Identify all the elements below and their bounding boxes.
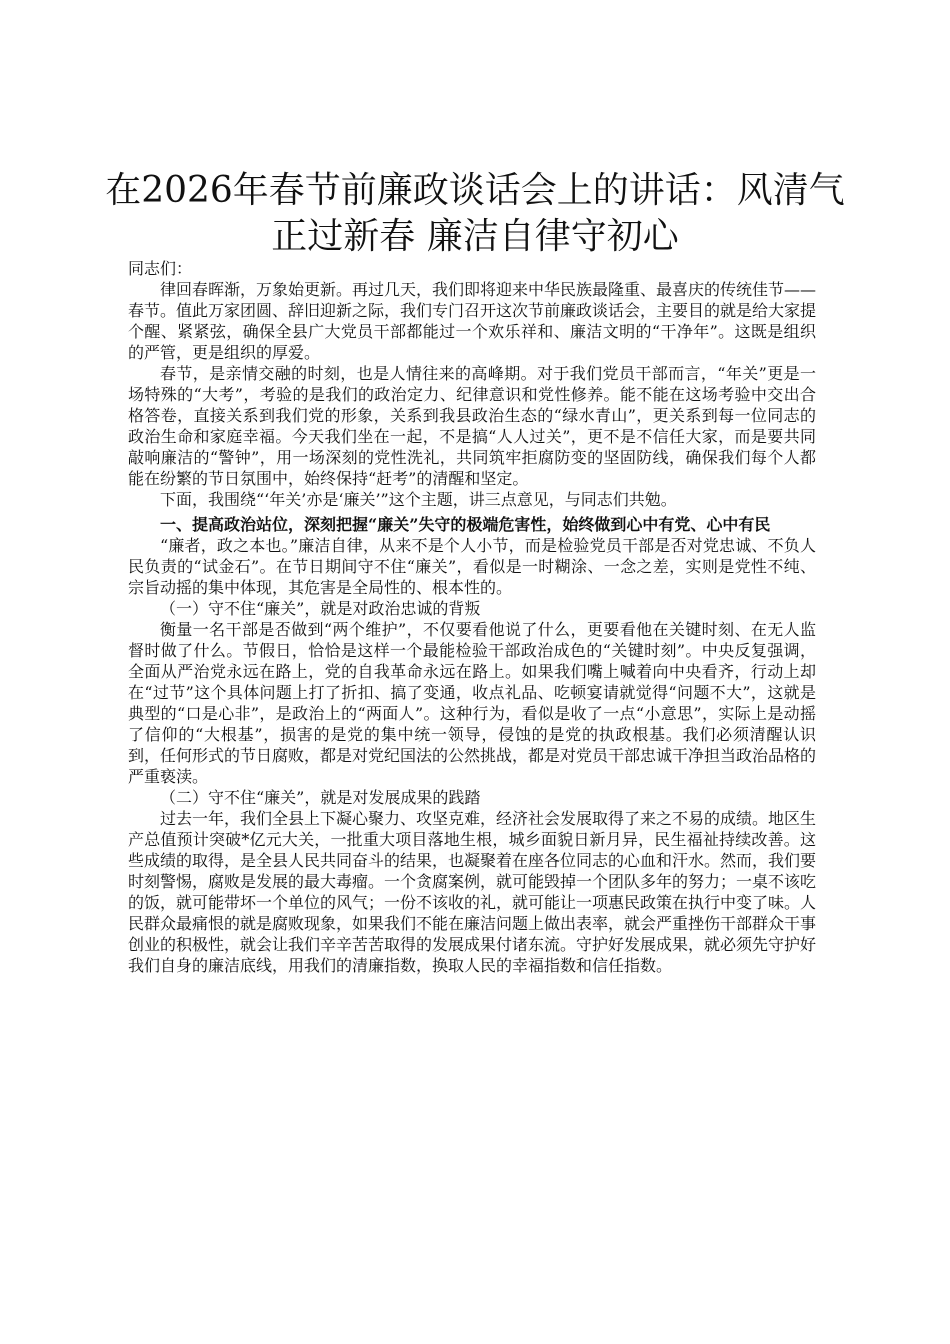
- section-1-intro: “廉者，政之本也。”廉洁自律，从来不是个人小节，而是检验党员干部是否对党忠诚、不负人民负责的“试金石”。在节日期间守不住“廉关”，看似是一时糊涂、一念之差，实则是党性不纯、宗旨动摇的集中体现，其危害是全局性的、根本性的。: [128, 536, 816, 597]
- paragraph-context: 春节，是亲情交融的时刻，也是人情往来的高峰期。对于我们党员干部而言，“年关”更是一场特殊的“大考”，考验的是我们的政治定力、纪律意识和党性修养。能不能在这场考验中交出合格答卷，直接关系到我们党的形象，关系到我县政治生态的“绿水青山”，更关系到每一位同志的政治生命和家庭幸福。今天我们坐在一起，不是搞“人人过关”，更不是不信任大家，而是要共同敲响廉洁的“警钟”，用一场深刻的党性洗礼，共同筑牢拒腐防变的坚固防线，确保我们每个人都能在纷繁的节日氛围中，始终保持“赶考”的清醒和坚定。: [128, 364, 816, 488]
- subsection-heading-2: （二）守不住“廉关”，就是对发展成果的践踏: [160, 788, 481, 807]
- subsection-body-2: 过去一年，我们全县上下凝心聚力、攻坚克难，经济社会发展取得了来之不易的成绩。地区生产总值预计突破*亿元大关，一批重大项目落地生根，城乡面貌日新月异，民生福祉持续改善。这些成绩的取得，是全县人民共同奋斗的结果，也凝聚着在座各位同志的心血和汗水。然而，我们要时刻警惕，腐败是发展的最大毒瘤。一个贪腐案例，就可能毁掉一个团队多年的努力；一桌不该吃的饭，就可能带坏一个单位的风气；一份不该收的礼，就可能让一项惠民政策在执行中变了味。人民群众最痛恨的就是腐败现象，如果我们不能在廉洁问题上做出表率，就会严重挫伤干部群众干事创业的积极性，就会让我们辛辛苦苦取得的发展成果付诸东流。守护好发展成果，就必须先守护好我们自身的廉洁底线，用我们的清廉指数，换取人民的幸福指数和信任指数。: [128, 809, 817, 975]
- salutation: 同志们：: [128, 259, 193, 278]
- document-title: 在2026年春节前廉政谈话会上的讲话：风清气正过新春 廉洁自律守初心: [105, 170, 845, 257]
- paragraph-outline: 下面，我围绕“‘年关’亦是‘廉关’”这个主题，讲三点意见，与同志们共勉。: [160, 490, 677, 509]
- subsection-body-1: 衡量一名干部是否做到“两个维护”，不仅要看他说了什么，更要看他在关键时刻、在无人监督时做了什么。节假日，恰恰是这样一个最能检验干部政治成色的“关键时刻”。中央反复强调，全面从严治党永远在路上，党的自我革命永远在路上。如果我们嘴上喊着向中央看齐，行动上却在“过节”这个具体问题上打了折扣、搞了变通，收点礼品、吃顿宴请就觉得“问题不大”，这就是典型的“口是心非”，是政治上的“两面人”。这种行为，看似是收了一点“小意思”，实际上是动摇了信仰的“大根基”，损害的是党的集中统一领导，侵蚀的是党的执政根基。我们必须清醒认识到，任何形式的节日腐败，都是对党纪国法的公然挑战，都是对党员干部忠诚干净担当政治品格的严重亵渎。: [128, 620, 817, 786]
- subsection-heading-1: （一）守不住“廉关”，就是对政治忠诚的背叛: [160, 599, 481, 618]
- paragraph-opening: 律回春晖渐，万象始更新。再过几天，我们即将迎来中华民族最隆重、最喜庆的传统佳节——春节。值此万家团圆、辞旧迎新之际，我们专门召开这次节前廉政谈话会，主要目的就是给大家提个醒、紧紧弦，确保全县广大党员干部都能过一个欢乐祥和、廉洁文明的“干净年”。这既是组织的严管，更是组织的厚爱。: [128, 280, 817, 362]
- section-heading-1: 一、提高政治站位，深刻把握“廉关”失守的极端危害性，始终做到心中有党、心中有民: [160, 515, 771, 534]
- document-body: [128, 258, 816, 976]
